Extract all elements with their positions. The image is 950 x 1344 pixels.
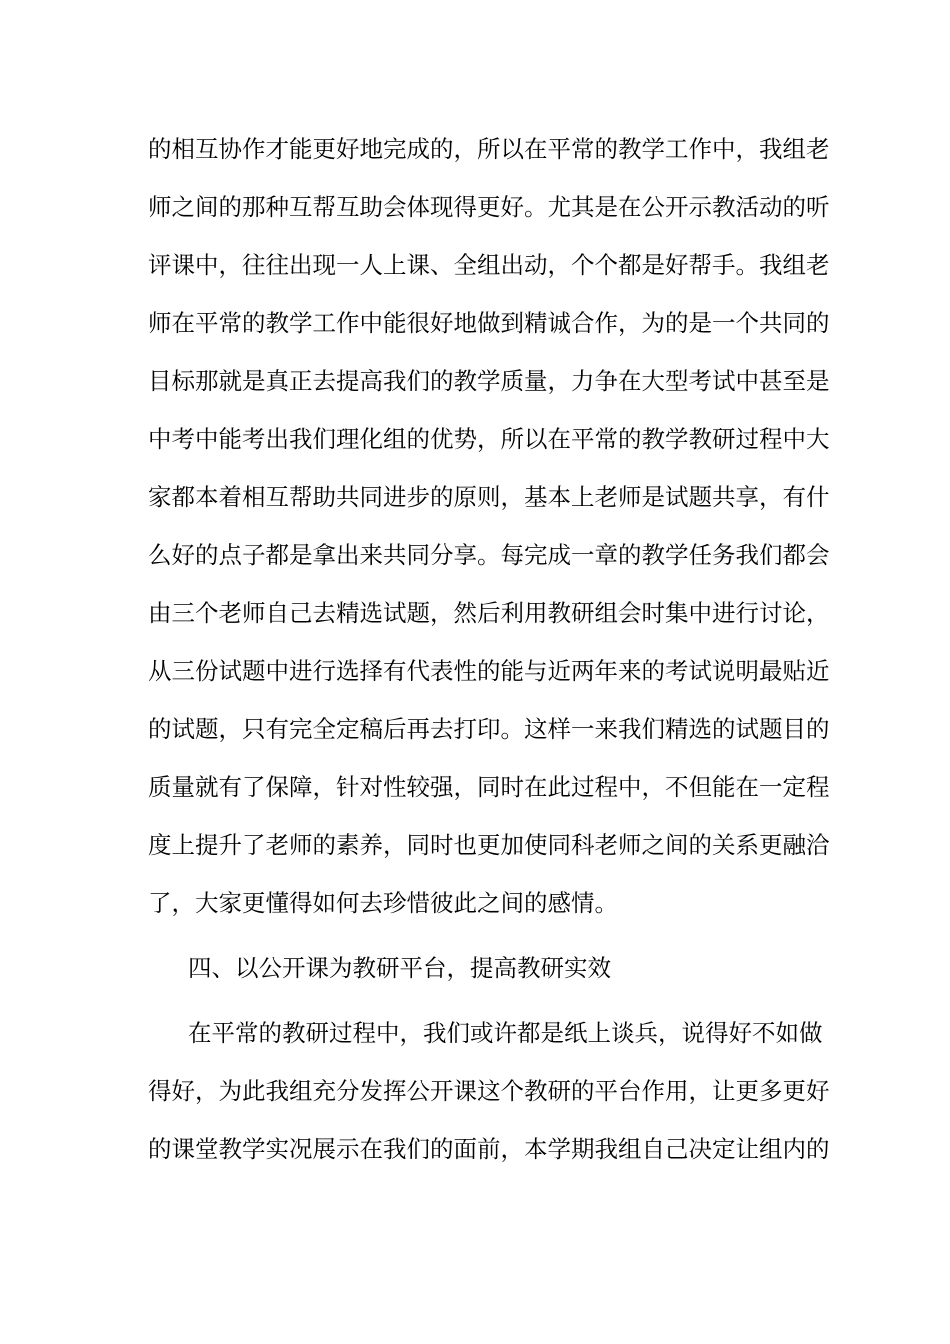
paragraph-line: 由三个老师自己去精选试题，然后利用教研组会时集中进行讨论，: [148, 599, 830, 627]
paragraph-line: 评课中，往往出现一人上课、全组出动，个个都是好帮手。我组老: [148, 251, 830, 279]
paragraph-line: 么好的点子都是拿出来共同分享。每完成一章的教学任务我们都会: [148, 541, 830, 569]
paragraph-line: 了，大家更懂得如何去珍惜彼此之间的感情。: [148, 889, 618, 917]
paragraph-line: 目标那就是真正去提高我们的教学质量，力争在大型考试中甚至是: [148, 367, 830, 395]
paragraph-line: 师在平常的教学工作中能很好地做到精诚合作，为的是一个共同的: [148, 309, 830, 337]
paragraph-line: 的相互协作才能更好地完成的，所以在平常的教学工作中，我组老: [148, 135, 830, 163]
paragraph-line: 师之间的那种互帮互助会体现得更好。尤其是在公开示教活动的听: [148, 193, 830, 221]
section-heading: 四、以公开课为教研平台，提高教研实效: [188, 954, 611, 982]
paragraph-line: 质量就有了保障，针对性较强，同时在此过程中，不但能在一定程: [148, 773, 830, 801]
paragraph-line: 度上提升了老师的素养，同时也更加使同科老师之间的关系更融洽: [148, 831, 830, 859]
paragraph-line: 的课堂教学实况展示在我们的面前，本学期我组自己决定让组内的: [148, 1135, 830, 1163]
paragraph-line: 从三份试题中进行选择有代表性的能与近两年来的考试说明最贴近: [148, 657, 830, 685]
paragraph-line: 中考中能考出我们理化组的优势，所以在平常的教学教研过程中大: [148, 425, 830, 453]
paragraph-line: 在平常的教研过程中，我们或许都是纸上谈兵，说得好不如做: [188, 1019, 823, 1047]
paragraph-line: 得好，为此我组充分发挥公开课这个教研的平台作用，让更多更好: [148, 1077, 830, 1105]
paragraph-line: 家都本着相互帮助共同进步的原则，基本上老师是试题共享，有什: [148, 483, 830, 511]
paragraph-line: 的试题，只有完全定稿后再去打印。这样一来我们精选的试题目的: [148, 715, 830, 743]
